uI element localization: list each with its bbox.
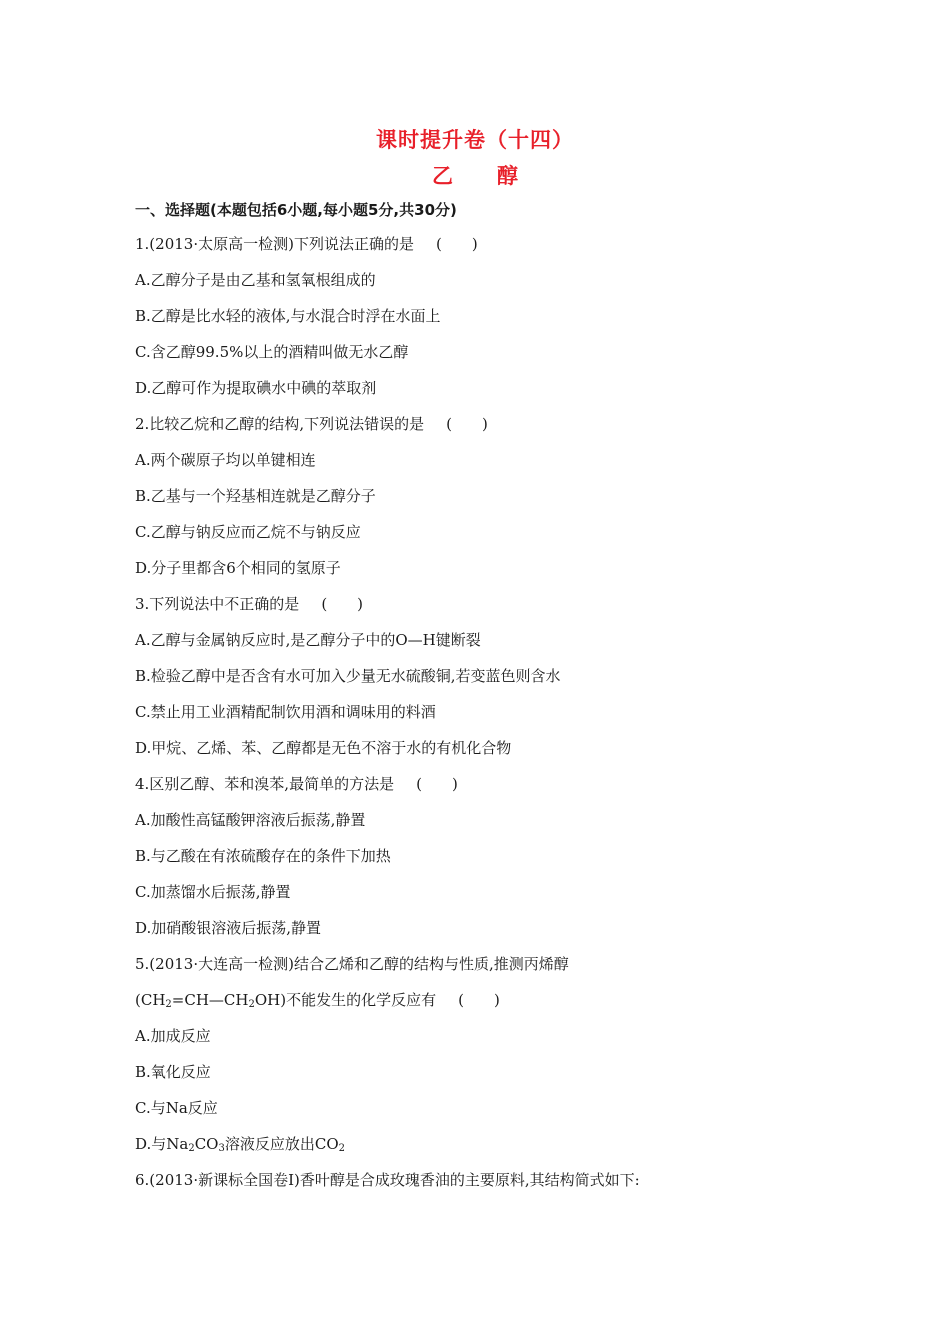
answer-blank: ( ): [446, 415, 488, 433]
question-6-stem: 6.(2013·新课标全国卷Ⅰ)香叶醇是合成玫瑰香油的主要原料,其结构简式如下:: [135, 1171, 640, 1189]
option-text: CO: [194, 1135, 219, 1153]
question-5-option-d: [135, 1134, 345, 1159]
formula-subscript: 2: [248, 999, 255, 1010]
question-1-option-d: D.乙醇可作为提取碘水中碘的萃取剂: [135, 379, 377, 397]
question-2-option-a: A.两个碳原子均以单键相连: [135, 451, 316, 469]
question-2-option-c: C.乙醇与钠反应而乙烷不与钠反应: [135, 523, 361, 541]
question-stem-text: 3.下列说法中不正确的是: [135, 595, 300, 613]
question-5-stem-formula: [135, 990, 500, 1015]
question-4-option-a: A.加酸性高锰酸钾溶液后振荡,静置: [135, 811, 366, 829]
question-3-stem: [135, 594, 363, 614]
question-3-option-b: B.检验乙醇中是否含有水可加入少量无水硫酸铜,若变蓝色则含水: [135, 667, 561, 685]
section-heading: 一、选择题(本题包括6小题,每小题5分,共30分): [135, 201, 457, 219]
question-5-option-b: B.氧化反应: [135, 1063, 211, 1081]
question-stem-text: 2.比较乙烷和乙醇的结构,下列说法错误的是: [135, 415, 425, 433]
formula-subscript: 3: [218, 1143, 225, 1154]
question-2-option-b: B.乙基与一个羟基相连就是乙醇分子: [135, 487, 376, 505]
question-5-stem: 5.(2013·大连高一检测)结合乙烯和乙醇的结构与性质,推测丙烯醇: [135, 955, 569, 973]
answer-blank: ( ): [458, 991, 500, 1009]
page-subtitle: [0, 160, 950, 190]
question-2-stem: [135, 414, 488, 434]
formula-subscript: 2: [188, 1143, 195, 1154]
answer-blank: ( ): [416, 775, 458, 793]
question-5-option-a: A.加成反应: [135, 1027, 211, 1045]
question-4-option-b: B.与乙酸在有浓硫酸存在的条件下加热: [135, 847, 391, 865]
question-1-option-c: C.含乙醇99.5%以上的酒精叫做无水乙醇: [135, 343, 409, 361]
answer-blank: ( ): [321, 595, 364, 613]
question-stem-text: 1.(2013·太原高一检测)下列说法正确的是: [135, 235, 414, 253]
option-text: D.与Na: [135, 1135, 189, 1153]
formula-text: (CH: [135, 991, 166, 1009]
question-3-option-c: C.禁止用工业酒精配制饮用酒和调味用的料酒: [135, 703, 436, 721]
subtitle-char-2: 醇: [497, 164, 518, 188]
question-1-stem: [135, 234, 478, 254]
question-4-option-d: D.加硝酸银溶液后振荡,静置: [135, 919, 322, 937]
answer-blank: ( ): [435, 235, 478, 253]
question-3-option-d: D.甲烷、乙烯、苯、乙醇都是无色不溶于水的有机化合物: [135, 739, 512, 757]
question-4-option-c: C.加蒸馏水后振荡,静置: [135, 883, 291, 901]
question-3-option-a: A.乙醇与金属钠反应时,是乙醇分子中的O—H键断裂: [135, 631, 481, 649]
question-2-option-d: D.分子里都含6个相同的氢原子: [135, 559, 341, 577]
subtitle-char-1: 乙: [432, 164, 453, 188]
question-stem-text: 4.区别乙醇、苯和溴苯,最简单的方法是: [135, 775, 395, 793]
page-title: 课时提升卷（十四）: [376, 128, 574, 152]
question-5-option-c: C.与Na反应: [135, 1099, 218, 1117]
question-1-option-a: A.乙醇分子是由乙基和氢氧根组成的: [135, 271, 376, 289]
question-4-stem: [135, 774, 458, 794]
question-1-option-b: B.乙醇是比水轻的液体,与水混合时浮在水面上: [135, 307, 441, 325]
formula-text: =CH—CH: [171, 991, 249, 1009]
option-text: 溶液反应放出CO: [224, 1135, 339, 1153]
formula-text: OH)不能发生的化学反应有: [254, 991, 437, 1009]
formula-subscript: 2: [165, 999, 172, 1010]
formula-subscript: 2: [338, 1143, 346, 1154]
